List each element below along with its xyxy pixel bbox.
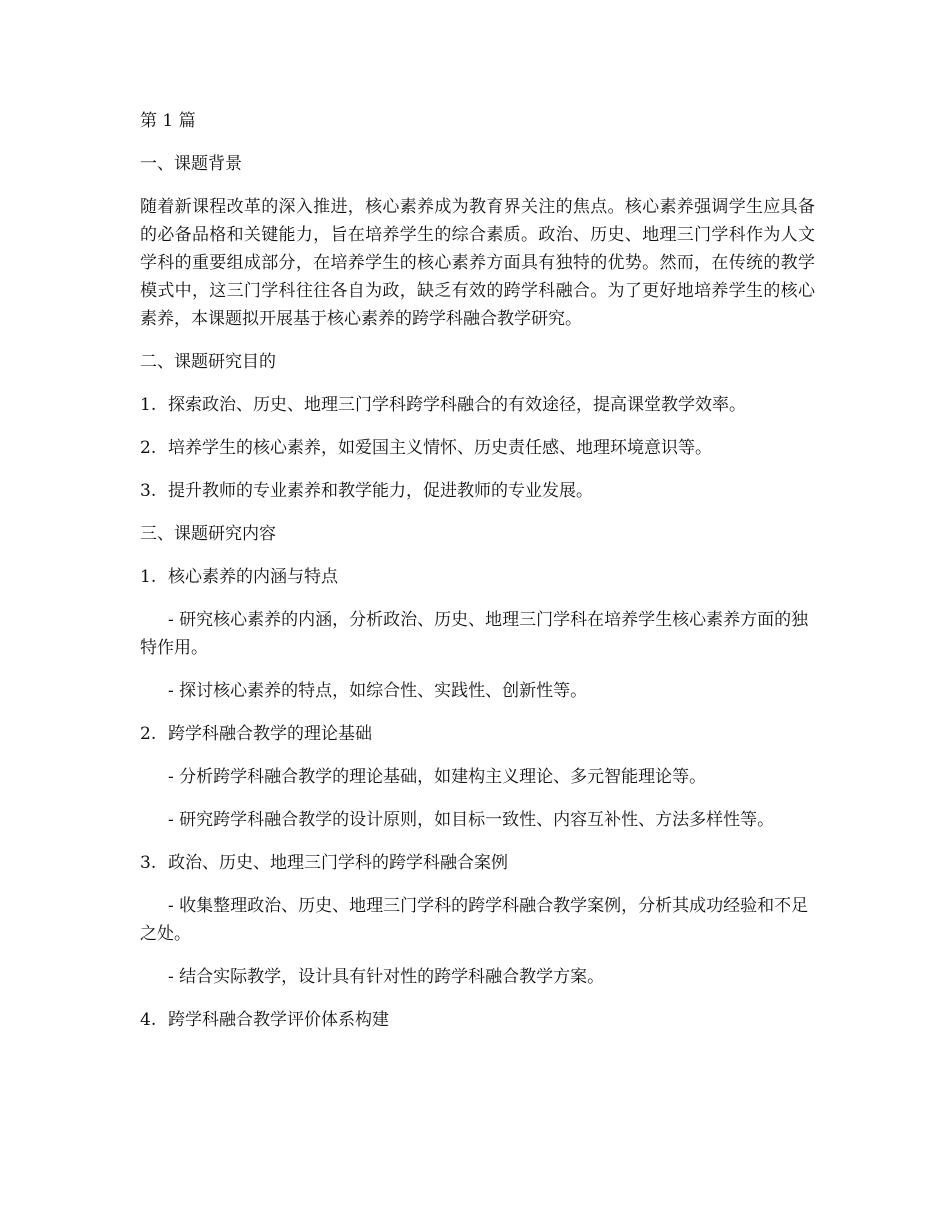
topic-title <box>140 563 815 591</box>
topic-bullet: - 收集整理政治、历史、地理三门学科的跨学科融合教学案例，分析其成功经验和不足之处。 <box>140 896 809 944</box>
goal-number: 3. <box>140 481 157 501</box>
topic-bullet: - 探讨核心素养的特点，如综合性、实践性、创新性等。 <box>168 681 588 701</box>
topic-bullet: - 结合实际教学，设计具有针对性的跨学科融合教学方案。 <box>168 967 605 987</box>
topic-number: 1. <box>140 567 157 587</box>
topic-number: 4. <box>140 1010 157 1030</box>
goal-number: 2. <box>140 438 157 458</box>
topic-title <box>140 849 815 877</box>
section-heading-content: 三、课题研究内容 <box>140 524 276 544</box>
goal-item <box>140 434 815 462</box>
document-page <box>140 107 815 1049</box>
topic-bullet: - 研究核心素养的内涵，分析政治、历史、地理三门学科在培养学生核心素养方面的独特作用。 <box>140 610 809 658</box>
goal-number: 1. <box>140 395 157 415</box>
topic-title <box>140 720 815 748</box>
topic-title-text: 政治、历史、地理三门学科的跨学科融合案例 <box>168 853 508 873</box>
goal-text: 培养学生的核心素养，如爱国主义情怀、历史责任感、地理环境意识等。 <box>168 438 712 458</box>
section-heading-goals: 二、课题研究目的 <box>140 352 276 372</box>
topic-title-text: 核心素养的内涵与特点 <box>168 567 338 587</box>
goal-text: 探索政治、历史、地理三门学科跨学科融合的有效途径，提高课堂教学效率。 <box>168 395 746 415</box>
topic-title-text: 跨学科融合教学的理论基础 <box>168 724 372 744</box>
topic-number: 3. <box>140 853 157 873</box>
topic-title <box>140 1006 815 1034</box>
topic-bullet: - 研究跨学科融合教学的设计原则，如目标一致性、内容互补性、方法多样性等。 <box>168 810 775 830</box>
goal-item <box>140 391 815 419</box>
chapter-label: 第 1 篇 <box>140 111 196 131</box>
section-heading-background: 一、课题背景 <box>140 154 242 174</box>
goal-text: 提升教师的专业素养和教学能力，促进教师的专业发展。 <box>168 481 593 501</box>
goal-item <box>140 477 815 505</box>
topic-title-text: 跨学科融合教学评价体系构建 <box>168 1010 389 1030</box>
background-paragraph: 随着新课程改革的深入推进，核心素养成为教育界关注的焦点。核心素养强调学生应具备的必备品格和关键能力，旨在培养学生的综合素质。政治、历史、地理三门学科作为人文学科的重要组成部分，在培养学生的核心素养方面具有独特的优势。然而，在传统的教学模式中，这三门学科往往各自为政，缺乏有效的跨学科融合。为了更好地培养学生的核心素养，本课题拟开展基于核心素养的跨学科融合教学研究。 <box>140 197 815 329</box>
topic-bullet: - 分析跨学科融合教学的理论基础，如建构主义理论、多元智能理论等。 <box>168 767 707 787</box>
topic-number: 2. <box>140 724 157 744</box>
